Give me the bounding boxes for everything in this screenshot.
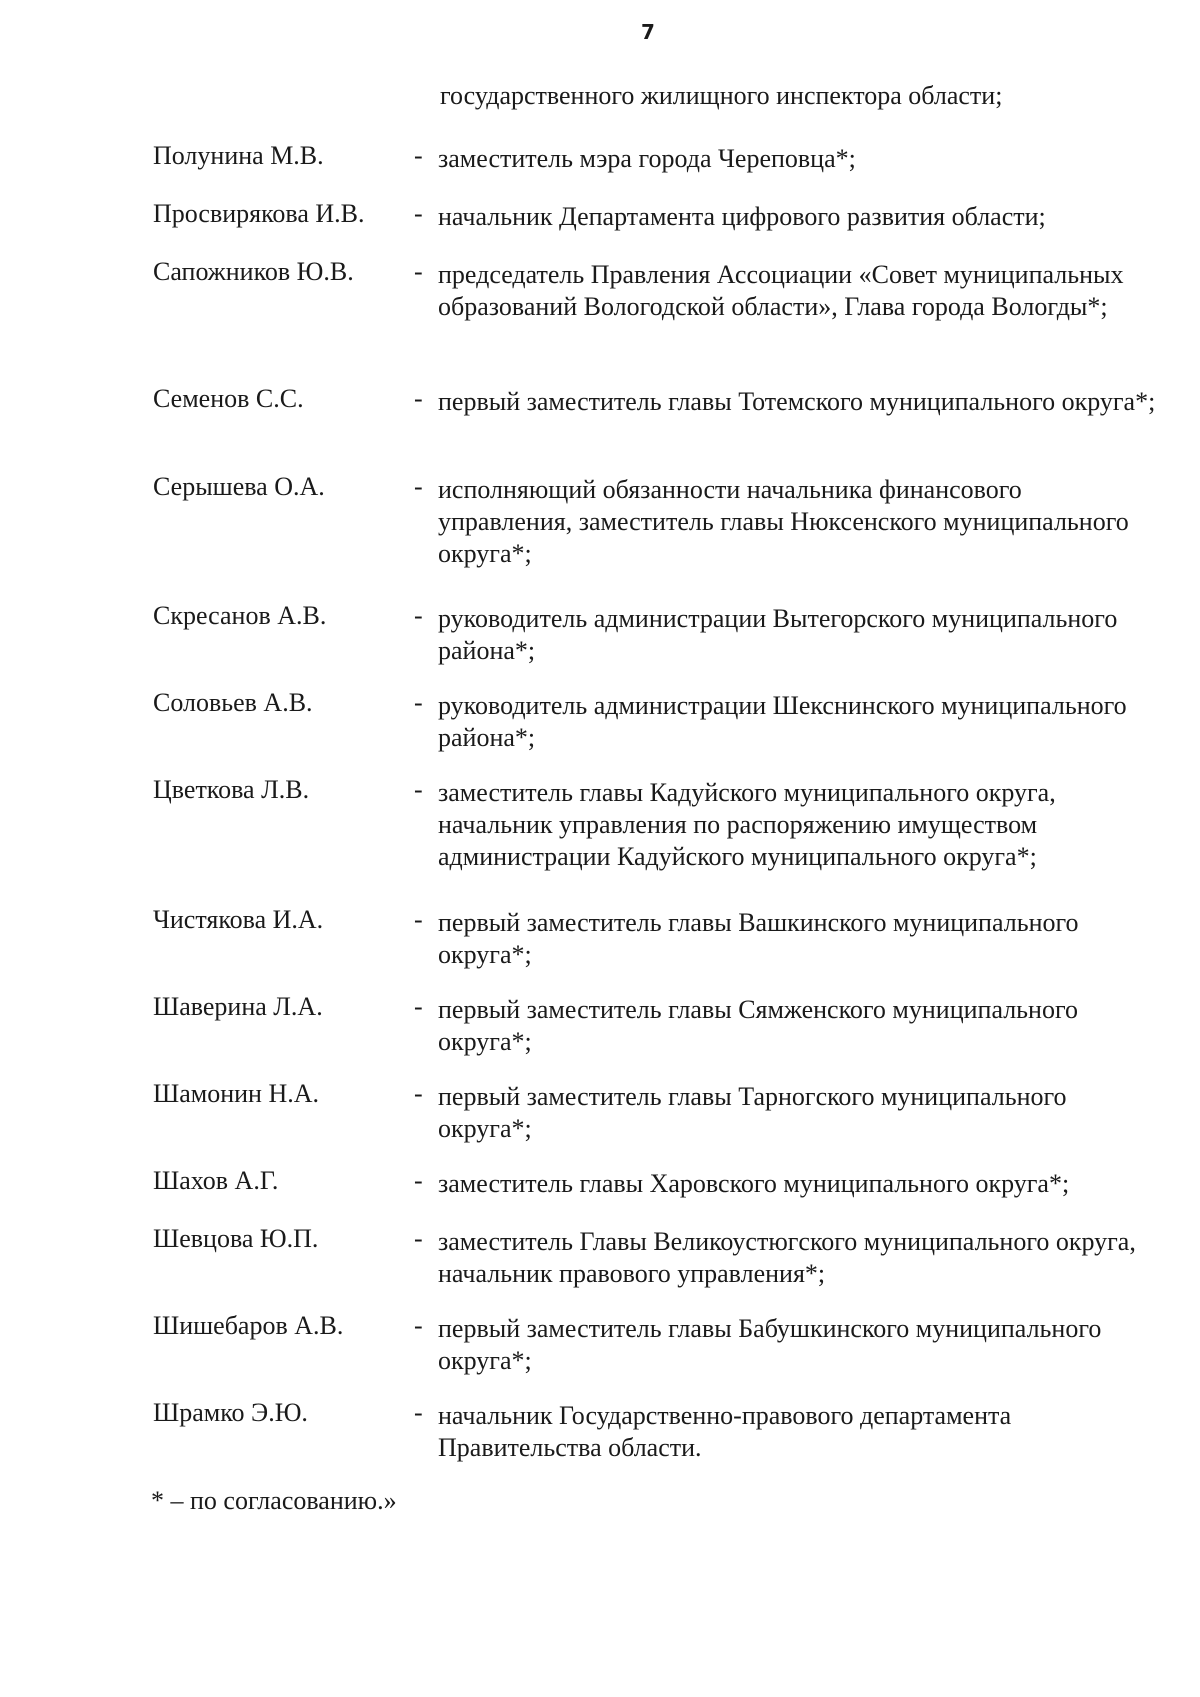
separator-dash: - (414, 199, 423, 228)
member-position: председатель Правления Ассоциации «Совет муниципальных образований Вологодской области», Глава города Вологды*; (438, 260, 1124, 321)
member-position: руководитель администрации Вытегорского муниципального района*; (438, 604, 1118, 665)
member-name: Шевцова Ю.П. (153, 1224, 319, 1253)
member-position: заместитель главы Кадуйского муниципального округа, начальник управления по распоряжению имуществом администрации Кадуйского муниципального округа*; (438, 778, 1056, 871)
member-position: первый заместитель главы Сямженского муниципального округа*; (438, 995, 1078, 1056)
member-position: исполняющий обязанности начальника финансового управления, заместитель главы Нюксенского муниципального округа*; (438, 475, 1129, 568)
member-position: заместитель Главы Великоустюгского муниципального округа, начальник правового управления*; (438, 1227, 1136, 1288)
member-position: заместитель мэра города Череповца*; (438, 144, 856, 173)
separator-dash: - (414, 384, 423, 413)
member-name: Шахов А.Г. (153, 1166, 279, 1195)
member-name: Соловьев А.В. (153, 688, 313, 717)
member-position: первый заместитель главы Тотемского муниципального округа*; (438, 387, 1156, 416)
separator-dash: - (414, 1224, 423, 1253)
member-name: Скресанов А.В. (153, 601, 327, 630)
separator-dash: - (414, 775, 423, 804)
member-position: начальник Государственно-правового департамента Правительства области. (438, 1401, 1012, 1462)
member-name: Шаверина Л.А. (153, 992, 323, 1021)
member-position: первый заместитель главы Вашкинского муниципального округа*; (438, 908, 1079, 969)
separator-dash: - (414, 905, 423, 934)
member-name: Сапожников Ю.В. (153, 257, 354, 286)
footnote: * – по согласованию.» (151, 1486, 397, 1515)
member-position: первый заместитель главы Бабушкинского муниципального округа*; (438, 1314, 1102, 1375)
separator-dash: - (414, 1398, 423, 1427)
separator-dash: - (414, 601, 423, 630)
continued-position-text: государственного жилищного инспектора области; (440, 81, 1003, 110)
separator-dash: - (414, 141, 423, 170)
member-position: заместитель главы Харовского муниципального округа*; (438, 1169, 1070, 1198)
separator-dash: - (414, 257, 423, 286)
separator-dash: - (414, 1079, 423, 1108)
member-position: первый заместитель главы Тарногского муниципального округа*; (438, 1082, 1067, 1143)
member-name: Шрамко Э.Ю. (153, 1398, 308, 1427)
separator-dash: - (414, 1166, 423, 1195)
separator-dash: - (414, 688, 423, 717)
member-position: начальник Департамента цифрового развития области; (438, 202, 1046, 231)
separator-dash: - (414, 992, 423, 1021)
member-name: Шамонин Н.А. (153, 1079, 320, 1108)
member-name: Шишебаров А.В. (153, 1311, 344, 1340)
member-name: Цветкова Л.В. (153, 775, 310, 804)
member-name: Серышева О.А. (153, 472, 325, 501)
member-name: Просвирякова И.В. (153, 199, 365, 228)
separator-dash: - (414, 1311, 423, 1340)
member-name: Семенов С.С. (153, 384, 304, 413)
member-position: руководитель администрации Шекснинского муниципального района*; (438, 691, 1127, 752)
member-name: Чистякова И.А. (153, 905, 324, 934)
page-number: 7 (641, 20, 655, 44)
separator-dash: - (414, 472, 423, 501)
member-name: Полунина М.В. (153, 141, 324, 170)
